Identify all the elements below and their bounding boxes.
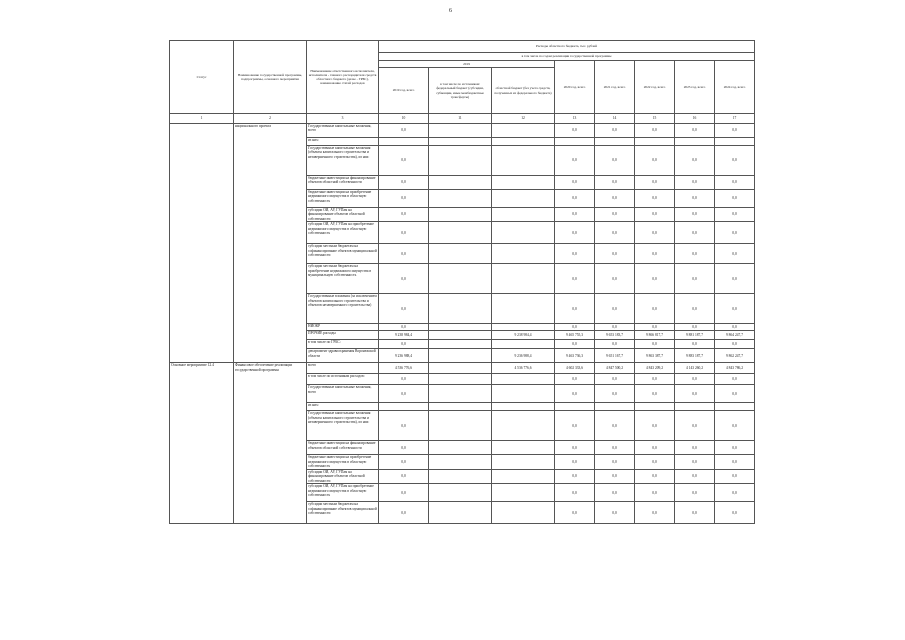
row-value: 0,0 — [675, 455, 715, 469]
row-status: Основное мероприятие 12.4 — [170, 363, 234, 524]
row-value — [429, 411, 492, 441]
row-value — [715, 403, 755, 411]
row-value: 0,0 — [715, 340, 755, 349]
row-value: 9 881 187,7 — [675, 331, 715, 340]
row-expense-item: субсидии ОИ, АУ, ГУПам на финансирование объектов областной собственности — [307, 469, 379, 483]
row-value: 0,0 — [635, 208, 675, 222]
row-value: 0,0 — [635, 455, 675, 469]
row-value: 0,0 — [675, 190, 715, 208]
header-oblast: областной бюджет (без учета средств, полученных из федерального бюджета) — [492, 68, 555, 114]
row-value — [429, 403, 492, 411]
row-expense-item: в том числе по ГРБС: — [307, 340, 379, 349]
row-value: 0,0 — [555, 441, 595, 455]
row-value — [492, 190, 555, 208]
row-value: 0,0 — [595, 441, 635, 455]
row-value: 0,0 — [675, 340, 715, 349]
header-2023: 2023 год, всего — [675, 61, 715, 114]
row-value: 9 863 387,7 — [635, 349, 675, 363]
row-expense-item: ПРОЧИЕ расходы — [307, 331, 379, 340]
row-value — [492, 374, 555, 385]
row-value — [429, 469, 492, 483]
table-row — [170, 363, 755, 374]
row-value — [429, 294, 492, 324]
column-number: 15 — [635, 114, 675, 124]
row-value — [595, 403, 635, 411]
row-value: 0,0 — [379, 455, 429, 469]
budget-table — [169, 40, 755, 524]
row-value: 0,0 — [379, 190, 429, 208]
row-value: 0,0 — [595, 208, 635, 222]
column-number: 12 — [492, 114, 555, 124]
row-value — [429, 208, 492, 222]
row-value: 0,0 — [379, 222, 429, 244]
row-value: 0,0 — [595, 411, 635, 441]
row-expense-item: из них: — [307, 138, 379, 146]
row-value — [492, 146, 555, 176]
row-expense-item: субсидии местным бюджетам на приобретение недвижимого имущества в муниципальную собственность — [307, 264, 379, 294]
table-row — [170, 124, 755, 138]
row-value — [492, 294, 555, 324]
row-value: 0,0 — [555, 208, 595, 222]
row-value: 0,0 — [635, 190, 675, 208]
row-value — [492, 244, 555, 264]
row-value: 0,0 — [555, 502, 595, 524]
row-expense-item: субсидии ОИ, АУ, ГУПам на приобретение недвижимого имущества в областную собственность — [307, 484, 379, 502]
row-value: 0,0 — [379, 469, 429, 483]
row-value: 0,0 — [379, 244, 429, 264]
row-value: 0,0 — [379, 324, 429, 331]
row-value: 0,0 — [595, 469, 635, 483]
header-2019-total: 2019 год, всего — [379, 68, 429, 114]
row-value: 0,0 — [635, 411, 675, 441]
row-value: 0,0 — [595, 340, 635, 349]
row-value — [429, 502, 492, 524]
row-value: 0,0 — [595, 455, 635, 469]
row-expense-item: субсидии местным бюджетам на софинансирование объектов муниципальной собственности — [307, 502, 379, 524]
row-value: 0,0 — [715, 502, 755, 524]
row-value — [429, 222, 492, 244]
row-program-title: Финансовое обеспечение реализации государственной программы — [234, 363, 307, 524]
row-value: 0,0 — [555, 469, 595, 483]
row-value: 0,0 — [715, 208, 755, 222]
row-value: 0,0 — [635, 324, 675, 331]
row-value: 0,0 — [595, 294, 635, 324]
row-value: 0,0 — [555, 222, 595, 244]
row-value: 0,0 — [555, 294, 595, 324]
row-value: 0,0 — [555, 340, 595, 349]
row-value: 0,0 — [555, 455, 595, 469]
row-value: 0,0 — [715, 244, 755, 264]
row-value: 0,0 — [555, 264, 595, 294]
column-number: 10 — [379, 114, 429, 124]
row-value — [429, 374, 492, 385]
row-value: 0,0 — [555, 374, 595, 385]
row-value: 9 653 183,7 — [595, 331, 635, 340]
column-number: 3 — [307, 114, 379, 124]
row-value — [715, 138, 755, 146]
row-value: 0,0 — [635, 469, 675, 483]
row-value: 0,0 — [595, 374, 635, 385]
page-number: 6 — [449, 8, 452, 14]
row-value: 0,0 — [635, 124, 675, 138]
row-value: 9 238 984,4 — [492, 331, 555, 340]
budget-table-sheet — [169, 40, 755, 524]
row-value — [492, 222, 555, 244]
row-value: 0,0 — [715, 324, 755, 331]
header-2024: 2024 год, всего — [715, 61, 755, 114]
row-value: 0,0 — [715, 146, 755, 176]
row-value — [635, 138, 675, 146]
row-value — [595, 138, 635, 146]
row-value: 0,0 — [555, 176, 595, 190]
row-value — [492, 441, 555, 455]
row-value: 0,0 — [675, 469, 715, 483]
row-value: 0,0 — [555, 244, 595, 264]
row-value — [429, 190, 492, 208]
row-expense-item: департамент здравоохранения Воронежской области — [307, 349, 379, 363]
row-expense-item: бюджетные инвестиции на приобретение недвижимого имущества в областную собственность — [307, 190, 379, 208]
row-value: 4 843 209,2 — [635, 363, 675, 374]
row-value: 9 238 984,4 — [379, 331, 429, 340]
row-value: 0,0 — [715, 176, 755, 190]
row-value: 4 847 500,2 — [595, 363, 635, 374]
row-value: 0,0 — [635, 146, 675, 176]
row-expense-item: бюджетные инвестиции на приобретение недвижимого имущества в областную собственность — [307, 455, 379, 469]
row-value: 0,0 — [379, 502, 429, 524]
row-value: 0,0 — [555, 124, 595, 138]
row-value: 0,0 — [379, 411, 429, 441]
row-value — [429, 324, 492, 331]
row-value — [429, 441, 492, 455]
row-expense-item: Государственные вложения (за исключением объектов капитального строительства и объектов незавершенного строительства) — [307, 294, 379, 324]
row-value: 9 465 755,3 — [555, 331, 595, 340]
row-value: 0,0 — [595, 222, 635, 244]
row-value — [492, 138, 555, 146]
row-value: 0,0 — [635, 340, 675, 349]
row-value: 0,0 — [715, 222, 755, 244]
row-value: 0,0 — [675, 264, 715, 294]
row-value — [555, 403, 595, 411]
row-expense-item: НИОКР — [307, 324, 379, 331]
row-value: 0,0 — [675, 502, 715, 524]
row-value: 0,0 — [595, 324, 635, 331]
row-value: 0,0 — [635, 374, 675, 385]
row-value: 0,0 — [715, 124, 755, 138]
header-program-name: Наименование государственной программы, подпрограммы, основного мероприятия — [234, 41, 307, 114]
row-value: 0,0 — [595, 176, 635, 190]
row-value: 0,0 — [595, 124, 635, 138]
row-value: 4 602 333,6 — [555, 363, 595, 374]
row-value — [429, 176, 492, 190]
header-source: Наименование ответственного исполнителя, исполнителя - главного распорядителя средств областного бюджета (далее - ГРБС), наименование статей расходов — [307, 41, 379, 114]
row-value: 0,0 — [715, 385, 755, 403]
row-value: 0,0 — [595, 385, 635, 403]
row-value: 0,0 — [595, 484, 635, 502]
row-expense-item: субсидии ОИ, АУ, ГУПам на приобретение недвижимого имущества в областную собственность — [307, 222, 379, 244]
header-expenses: Расходы областного бюджета, тыс. рублей — [379, 41, 755, 53]
row-value: 9 236 988,4 — [492, 349, 555, 363]
row-value — [492, 469, 555, 483]
row-value — [429, 340, 492, 349]
row-value: 0,0 — [635, 385, 675, 403]
row-value: 0,0 — [379, 340, 429, 349]
row-value — [492, 455, 555, 469]
row-value: 0,0 — [635, 294, 675, 324]
row-value: 9 651 167,7 — [595, 349, 635, 363]
row-expense-item: Государственные капитальные вложения (объекты капитального строительства и незавершенного строительства), из них: — [307, 146, 379, 176]
row-value: 0,0 — [675, 222, 715, 244]
row-value — [492, 264, 555, 294]
column-number: 2 — [234, 114, 307, 124]
row-value — [429, 244, 492, 264]
row-value: 0,0 — [379, 385, 429, 403]
row-value: 9 862 247,7 — [715, 349, 755, 363]
row-value: 0,0 — [715, 469, 755, 483]
row-program-title: национального проекта — [234, 124, 307, 363]
row-value — [492, 484, 555, 502]
row-value — [429, 385, 492, 403]
row-value: 9 866 817,7 — [635, 331, 675, 340]
row-value: 0,0 — [715, 484, 755, 502]
row-value: 0,0 — [555, 190, 595, 208]
row-expense-item: субсидии ОИ, АУ, ГУПам на финансирование объектов областной собственности — [307, 208, 379, 222]
header-2021: 2021 год, всего — [595, 61, 635, 114]
row-value: 0,0 — [379, 441, 429, 455]
row-value — [492, 176, 555, 190]
row-value: 4 843 786,2 — [715, 363, 755, 374]
row-value — [492, 385, 555, 403]
row-value: 0,0 — [635, 176, 675, 190]
row-value: 0,0 — [715, 441, 755, 455]
row-value: 4 536 776,6 — [492, 363, 555, 374]
row-value: 0,0 — [555, 146, 595, 176]
row-value — [429, 363, 492, 374]
row-value — [492, 124, 555, 138]
row-value — [492, 502, 555, 524]
row-value: 0,0 — [675, 411, 715, 441]
row-value — [429, 331, 492, 340]
row-expense-item: из них: — [307, 403, 379, 411]
row-value: 0,0 — [555, 411, 595, 441]
row-value: 0,0 — [675, 484, 715, 502]
column-number: 13 — [555, 114, 595, 124]
row-value: 0,0 — [379, 124, 429, 138]
row-value: 0,0 — [675, 374, 715, 385]
row-value — [429, 146, 492, 176]
header-year-2019: 2019 — [379, 61, 555, 68]
row-value: 0,0 — [595, 190, 635, 208]
row-value: 0,0 — [379, 146, 429, 176]
row-value — [429, 124, 492, 138]
header-federal — [429, 68, 492, 114]
row-value — [675, 138, 715, 146]
row-expense-item: Государственные капитальные вложения, всего — [307, 385, 379, 403]
row-value — [492, 411, 555, 441]
row-value: 0,0 — [595, 264, 635, 294]
header-incl-sources: в том числе по источникам: — [440, 82, 480, 86]
row-value: 0,0 — [635, 502, 675, 524]
row-value: 0,0 — [675, 176, 715, 190]
row-value: 0,0 — [715, 455, 755, 469]
row-value: 9 463 736,3 — [555, 349, 595, 363]
row-value: 0,0 — [675, 146, 715, 176]
row-expense-item: всего — [307, 363, 379, 374]
row-value: 0,0 — [715, 190, 755, 208]
row-value: 0,0 — [675, 441, 715, 455]
column-number: 1 — [170, 114, 234, 124]
row-value: 0,0 — [715, 294, 755, 324]
row-value: 0,0 — [635, 441, 675, 455]
column-number: 11 — [429, 114, 492, 124]
row-expense-item: бюджетные инвестиции на финансирование объектов областной собственности — [307, 441, 379, 455]
row-value: 9 864 247,7 — [715, 331, 755, 340]
row-value: 0,0 — [379, 484, 429, 502]
column-number: 14 — [595, 114, 635, 124]
row-value — [429, 455, 492, 469]
row-value — [379, 138, 429, 146]
row-value: 0,0 — [635, 264, 675, 294]
row-value: 0,0 — [675, 208, 715, 222]
row-value: 9 883 187,7 — [675, 349, 715, 363]
row-expense-item: Государственные капитальные вложения (объекты капитального строительства и незавершенного строительства), из них: — [307, 411, 379, 441]
row-value: 0,0 — [595, 502, 635, 524]
row-value: 0,0 — [595, 244, 635, 264]
row-value — [429, 264, 492, 294]
row-value: 4 536 776,6 — [379, 363, 429, 374]
header-2020: 2020 год, всего — [555, 61, 595, 114]
row-value: 9 236 988,4 — [379, 349, 429, 363]
header-by-years: в том числе по годам реализации государственной программы — [379, 53, 755, 61]
row-value: 0,0 — [555, 484, 595, 502]
row-value: 0,0 — [379, 208, 429, 222]
row-value: 0,0 — [675, 294, 715, 324]
row-value: 0,0 — [675, 244, 715, 264]
header-2022: 2022 год, всего — [635, 61, 675, 114]
header-federal-label: федеральный бюджет (субсидии, субвенции, иные межбюджетные трансферты) — [436, 86, 484, 99]
row-expense-item: субсидии местным бюджетам на софинансирование объектов муниципальной собственности — [307, 244, 379, 264]
row-value: 0,0 — [555, 385, 595, 403]
row-value: 0,0 — [379, 264, 429, 294]
column-number: 17 — [715, 114, 755, 124]
row-expense-item: Государственные капитальные вложения, всего — [307, 124, 379, 138]
row-status — [170, 124, 234, 363]
row-value: 0,0 — [675, 385, 715, 403]
row-value: 0,0 — [715, 264, 755, 294]
row-value: 0,0 — [635, 484, 675, 502]
row-value — [429, 349, 492, 363]
row-value — [492, 340, 555, 349]
row-expense-item: в том числе по источникам расходов: — [307, 374, 379, 385]
row-value — [675, 403, 715, 411]
row-value — [492, 324, 555, 331]
row-value — [492, 208, 555, 222]
row-value — [635, 403, 675, 411]
row-value: 0,0 — [379, 294, 429, 324]
row-value: 0,0 — [675, 324, 715, 331]
row-value: 4 143 260,2 — [675, 363, 715, 374]
row-value — [492, 403, 555, 411]
row-value: 0,0 — [379, 374, 429, 385]
row-value: 0,0 — [379, 176, 429, 190]
row-value: 0,0 — [715, 411, 755, 441]
row-expense-item: бюджетные инвестиции на финансирование объектов областной собственности — [307, 176, 379, 190]
row-value: 0,0 — [715, 374, 755, 385]
column-number: 16 — [675, 114, 715, 124]
row-value: 0,0 — [635, 222, 675, 244]
header-status: Статус — [170, 41, 234, 114]
row-value: 0,0 — [555, 324, 595, 331]
row-value — [555, 138, 595, 146]
row-value — [429, 138, 492, 146]
row-value — [429, 484, 492, 502]
row-value — [379, 403, 429, 411]
row-value: 0,0 — [595, 146, 635, 176]
row-value: 0,0 — [675, 124, 715, 138]
row-value: 0,0 — [635, 244, 675, 264]
